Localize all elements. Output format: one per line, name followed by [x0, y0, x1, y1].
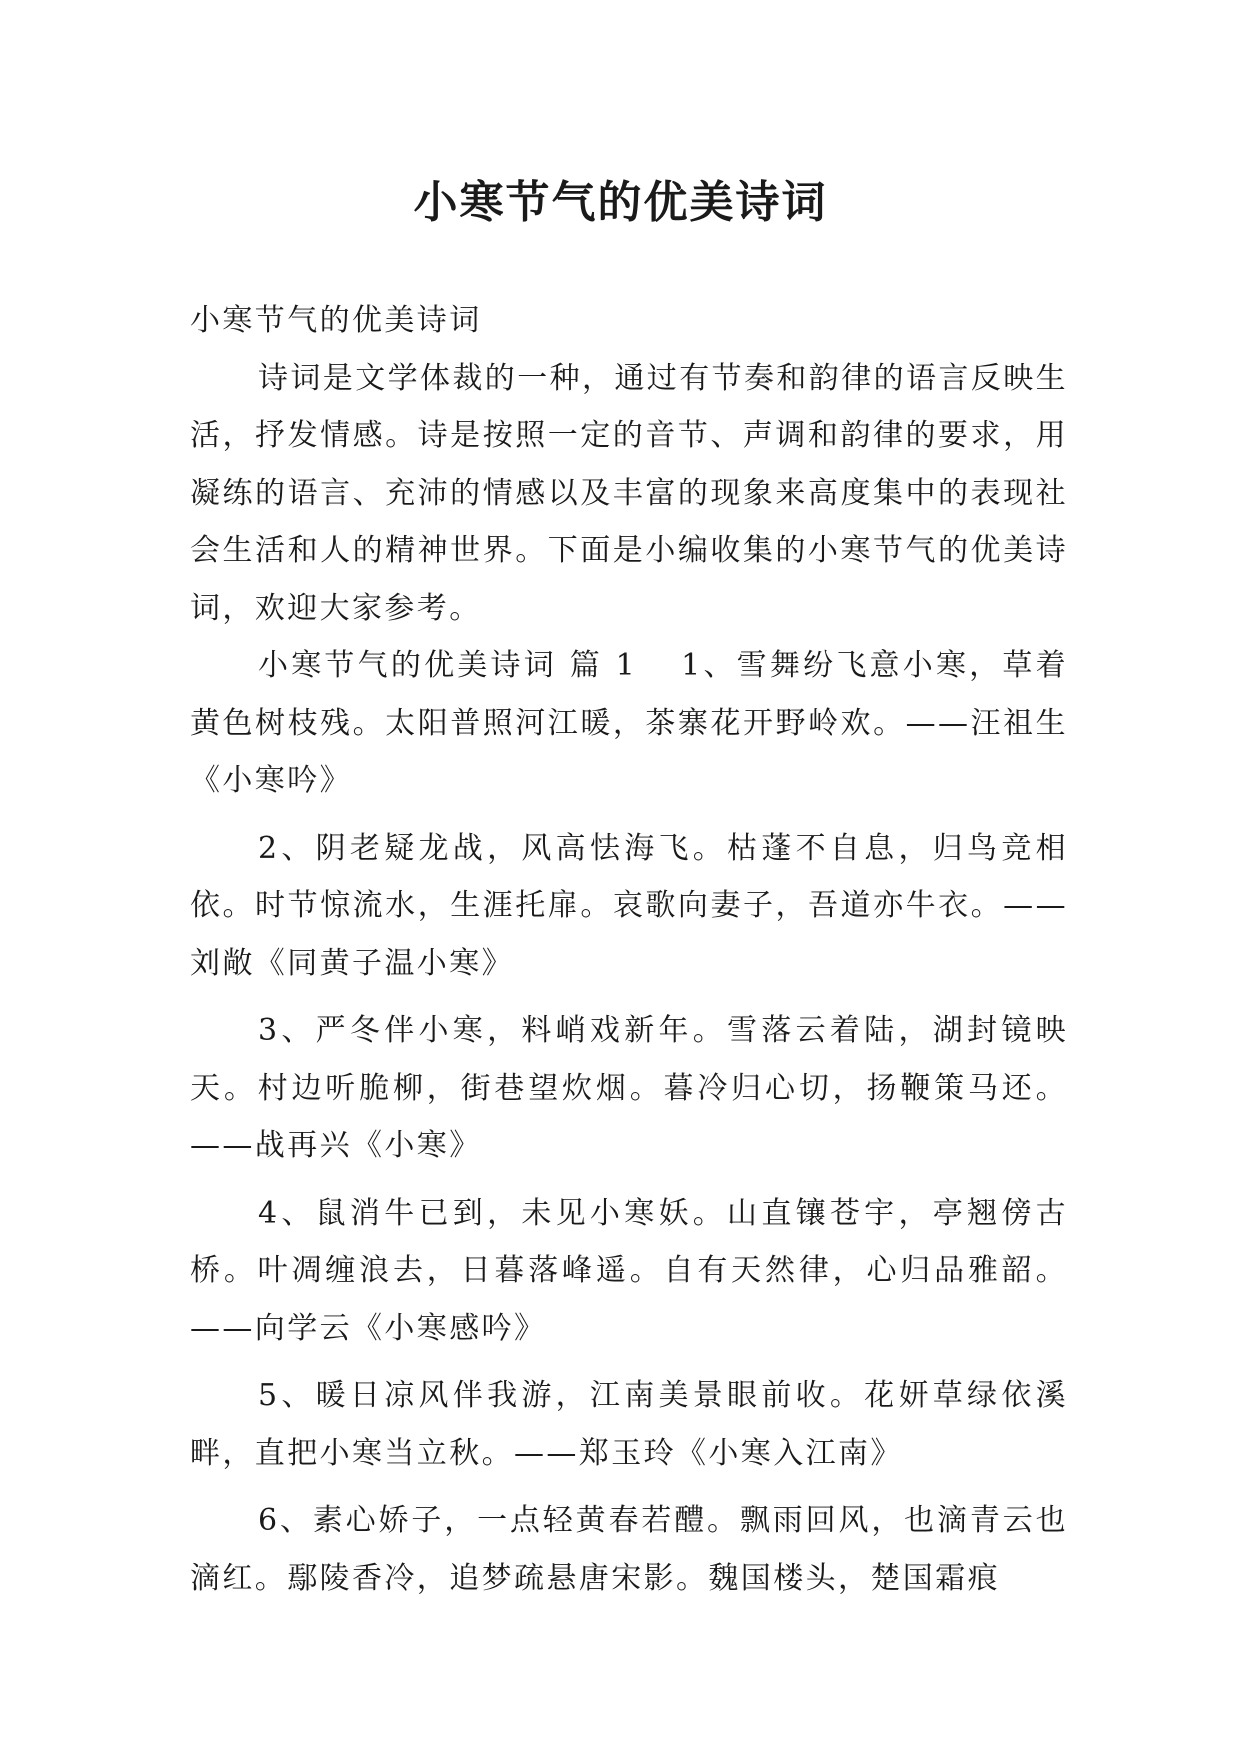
poem-6: 6、素心娇子，一点轻黄春若醴。飘雨回风，也滴青云也滴红。鄢陵香冷，追梦疏悬唐宋影。魏国楼头，楚国霜痕 [190, 1503, 1068, 1596]
section-first-paragraph [190, 637, 1068, 810]
poem-2: 2、阴老疑龙战，风高怯海飞。枯蓬不自息，归鸟竞相依。时节惊流水，生涯托扉。哀歌向妻子，吾道亦牛衣。——刘敞《同黄子温小寒》 [190, 830, 1068, 981]
document-body [190, 292, 1068, 1607]
poem-5: 5、暖日凉风伴我游，江南美景眼前收。花妍草绿依溪畔，直把小寒当立秋。——郑玉玲《小寒入江南》 [190, 1378, 1068, 1471]
intro-paragraph: 诗词是文学体裁的一种，通过有节奏和韵律的语言反映生活，抒发情感。诗是按照一定的音节、声调和韵律的要求，用凝练的语言、充沛的情感以及丰富的现象来高度集中的表现社会生活和人的精神世界。下面是小编收集的小寒节气的优美诗词，欢迎大家参考。 [190, 360, 1068, 626]
section-heading: 小寒节气的优美诗词 篇 1 [258, 648, 638, 683]
poem-3: 3、严冬伴小寒，料峭戏新年。雪落云着陆，湖封镜映天。村边听脆柳，街巷望炊烟。暮冷归心切，扬鞭策马还。——战再兴《小寒》 [190, 1013, 1068, 1163]
document-title: 小寒节气的优美诗词 [413, 177, 828, 229]
subtitle: 小寒节气的优美诗词 [190, 303, 482, 338]
poem-1: 1、雪舞纷飞意小寒，草着黄色树枝残。太阳普照河江暖，茶寨花开野岭欢。——汪祖生《小寒吟》 [190, 648, 1069, 798]
poem-4: 4、鼠消牛已到，未见小寒妖。山直镶苍宇，亭翘傍古桥。叶凋缠浪去，日暮落峰遥。自有天然律，心归品雅韶。——向学云《小寒感吟》 [190, 1195, 1068, 1346]
